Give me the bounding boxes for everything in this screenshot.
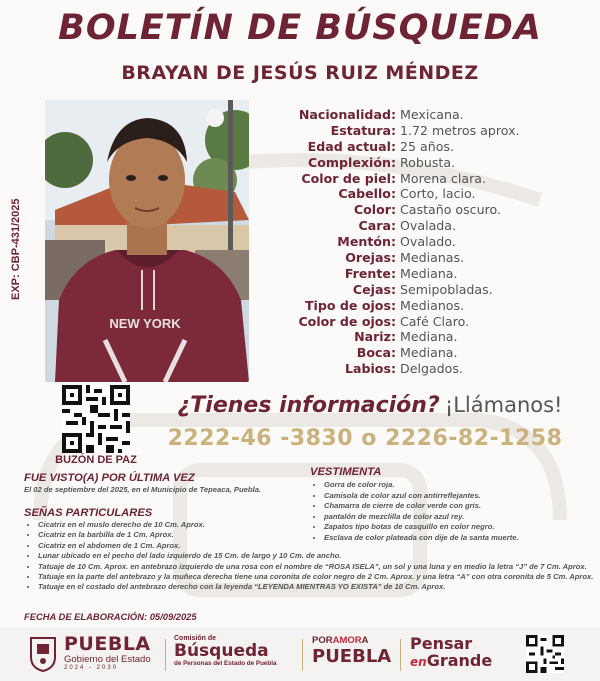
phone-number-1[interactable]: 2222-46 -3830 [167, 426, 354, 451]
por-amor-a-puebla-logo: PORAMORA PUEBLA [312, 635, 392, 667]
list-item: • Tatuaje de 10 Cm. Aprox. en antebrazo izquierdo de una rosa con el nombre de “ROSA ISELA”, un sol y una luna y en medio la letra “J” de 7 Cm. Aprox. [38, 562, 594, 572]
list-item: • pantalón de mezclilla de color azul rey. [324, 512, 595, 523]
last-seen-text: El 02 de septiembre del 2025, en el Municipio de Tepeaca, Puebla. [24, 485, 261, 494]
list-item: • Cicatriz en el abdomen de 1 Cm. Aprox. [38, 541, 594, 551]
physical-attributes [260, 107, 590, 377]
cta-question: ¿Tienes información? [177, 393, 440, 418]
puebla-government-logo: PUEBLA Gobierno del Estado 2024 - 2030 [64, 633, 151, 671]
bulletin-title: BOLETÍN DE BÚSQUEDA [58, 8, 542, 48]
phone-numbers [140, 426, 590, 451]
buzon-de-paz-label: BUZÓN DE PAZ [55, 454, 137, 466]
attr-row: Labios: Delgados. [344, 361, 463, 377]
list-item: • Gorra de color roja. [324, 480, 595, 491]
last-seen-heading: FUE VISTO(A) POR ÚLTIMA VEZ [24, 472, 195, 484]
footer-qr-code-icon[interactable] [526, 635, 564, 673]
pensar-en-grande-logo: Pensar enGrande [410, 634, 493, 670]
list-item: • Zapatos tipo botas de casquillo en color negro. [324, 522, 595, 533]
comision-busqueda-logo: Comisión de Búsqueda de Personas del Estado de Puebla [174, 635, 277, 667]
puebla-crest-icon [28, 635, 58, 673]
shirt-text: NEW YORK [109, 316, 181, 331]
clothing-heading: VESTIMENTA [310, 466, 382, 478]
person-photo [45, 100, 249, 382]
list-item: • Cicatriz en la barbilla de 1 Cm. Aprox. [38, 530, 594, 540]
list-item: • Lunar ubicado en el pecho del lado izquierdo de 15 Cm. de largo y 10 Cm. de ancho. [38, 551, 594, 561]
list-item: • Chamarra de cierre de color verde con gris. [324, 501, 595, 512]
list-item: • Esclava de color plateada con dije de la santa muerte. [324, 533, 595, 544]
attr-row: Boca: Mediana. [356, 345, 458, 361]
attr-row: Color de piel: Morena clara. [301, 170, 486, 186]
list-item: • Cicatriz en el muslo derecho de 10 Cm. Aprox. [38, 520, 594, 530]
attr-row: Color de ojos: Café Claro. [298, 313, 470, 329]
phone-connector: o [361, 426, 377, 451]
list-item: • Tatuaje en el costado del antebrazo derecho con la leyenda “LEYENDA MIENTRAS YO EXISTA” de 10 Cm. Aprox. [38, 582, 594, 592]
attr-row: Estatura: 1.72 metros aprox. [330, 122, 520, 138]
attr-row: Color: Castaño oscuro. [353, 202, 501, 218]
attr-row: Orejas: Medianas. [345, 250, 465, 266]
cta-call: ¡Llámanos! [444, 393, 563, 417]
case-number: EXP: CBP-431/2025 [10, 198, 22, 300]
attr-row: Frente: Mediana. [344, 265, 458, 281]
qr-code-icon[interactable] [62, 385, 130, 453]
last-seen-section [24, 472, 304, 495]
missing-person-name: BRAYAN DE JESÚS RUIZ MÉNDEZ [121, 62, 479, 84]
list-item: • Tatuaje en la parte del antebrazo y la muñeca derecha tiene una coronita de color negro de 2 Cm. Aprox. y una letra “A” con otra coronita de 5 Cm. Aprox. [38, 572, 594, 582]
attr-row: Mentón: Ovalado. [337, 234, 456, 250]
footer-logos [0, 627, 600, 681]
creation-date: FECHA DE ELABORACIÓN: 05/09/2025 [24, 611, 197, 622]
attr-row: Cejas: Semipobladas. [352, 281, 493, 297]
attr-row: Edad actual: 25 años. [307, 138, 454, 154]
attr-row: Nacionalidad: Mexicana. [298, 107, 464, 122]
attr-row: Nariz: Mediana. [354, 329, 458, 345]
attr-row: Tipo de ojos: Medianos. [304, 297, 465, 313]
footer-divider [302, 639, 303, 671]
footer-divider [400, 639, 401, 671]
attr-row: Complexión: Robusta. [308, 154, 456, 170]
attr-row: Cara: Ovalada. [358, 218, 457, 234]
call-to-action [140, 393, 600, 418]
marks-heading: SEÑAS PARTICULARES [24, 507, 153, 519]
footer-divider [165, 639, 166, 671]
phone-number-2[interactable]: 2226-82-1258 [385, 426, 563, 451]
distinguishing-marks-section [24, 507, 594, 593]
list-item: • Camisola de color azul con antirreflejantes. [324, 491, 595, 502]
attr-row: Cabello: Corto, lacio. [338, 186, 476, 202]
